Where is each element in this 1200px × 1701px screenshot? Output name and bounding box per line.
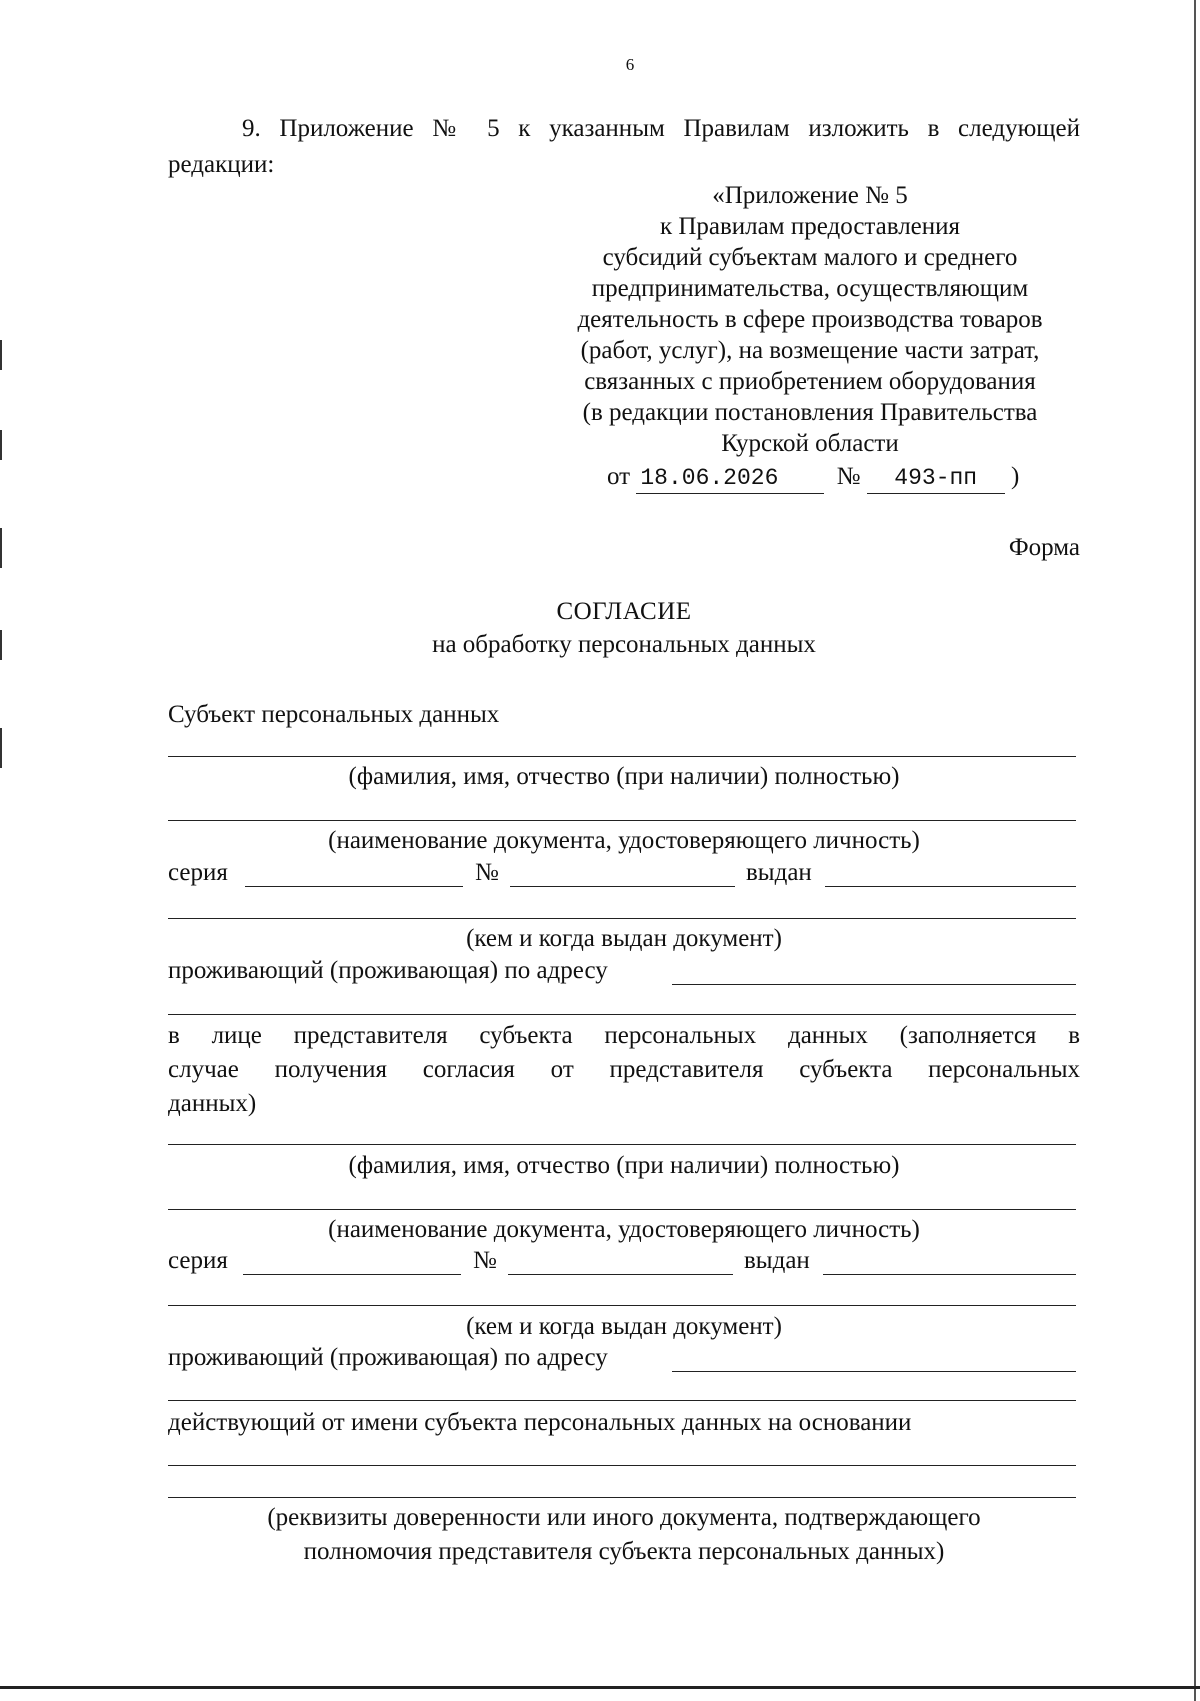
basis-field-line-2 bbox=[168, 1497, 1076, 1498]
rep-issued-by-field-line bbox=[168, 1305, 1076, 1306]
document-field-line bbox=[168, 820, 1076, 821]
annex-line: (работ, услуг), на возмещение части затрат, bbox=[580, 337, 1040, 364]
series-label: серия bbox=[168, 859, 228, 886]
number-field-line bbox=[510, 886, 735, 887]
annex-line: предпринимательства, осуществляющим bbox=[591, 275, 1029, 302]
scan-edge-mark bbox=[0, 340, 2, 370]
close-paren: ) bbox=[1010, 463, 1020, 490]
document-title: СОГЛАСИЕ bbox=[556, 598, 692, 625]
address-field-line-2 bbox=[168, 1014, 1076, 1015]
rep-issued-caption: (кем и когда выдан документ) bbox=[466, 1313, 782, 1340]
representative-line-1: в лице представителя субъекта персональных данных (заполняется в bbox=[168, 1022, 1080, 1049]
rep-address-field-line-2 bbox=[168, 1400, 1076, 1401]
basis-field-line-1 bbox=[168, 1465, 1076, 1466]
annex-line: «Приложение № 5 bbox=[712, 182, 908, 209]
rep-fio-caption: (фамилия, имя, отчество (при наличии) полностью) bbox=[348, 1152, 900, 1179]
rep-issued-label: выдан bbox=[744, 1247, 810, 1274]
number-label: № bbox=[475, 859, 499, 886]
rep-fio-field-line bbox=[168, 1144, 1076, 1145]
address-field-line bbox=[672, 984, 1076, 985]
fio-field-line bbox=[168, 756, 1076, 757]
annex-line: субсидий субъектам малого и среднего bbox=[602, 244, 1018, 271]
rep-series-field-line bbox=[243, 1274, 461, 1275]
issued-caption: (кем и когда выдан документ) bbox=[466, 925, 782, 952]
issued-by-field-line bbox=[168, 918, 1076, 919]
annex-line: деятельность в сфере производства товаров bbox=[577, 306, 1043, 333]
page-number: 6 bbox=[625, 55, 635, 74]
annex-date: 18.06.2026 bbox=[636, 464, 824, 494]
subject-label: Субъект персональных данных bbox=[168, 701, 500, 728]
scan-edge-mark bbox=[0, 528, 2, 568]
series-field-line bbox=[245, 886, 463, 887]
scan-edge-mark bbox=[0, 728, 2, 768]
annex-line: (в редакции постановления Правительства bbox=[582, 399, 1038, 426]
scan-right-edge bbox=[1194, 0, 1196, 1701]
intro-line-2: редакции: bbox=[168, 151, 275, 178]
rep-series-label: серия bbox=[168, 1247, 228, 1274]
rep-number-label: № bbox=[473, 1247, 497, 1274]
form-label: Форма bbox=[1008, 534, 1080, 561]
annex-number: 493-пп bbox=[867, 464, 1005, 494]
document-subtitle: на обработку персональных данных bbox=[432, 631, 816, 658]
rep-address-field-line bbox=[672, 1371, 1076, 1372]
annex-line: Курской области bbox=[721, 430, 899, 457]
annex-date-line bbox=[607, 462, 1019, 494]
scan-bottom-edge bbox=[0, 1686, 1200, 1689]
fio-caption: (фамилия, имя, отчество (при наличии) полностью) bbox=[348, 763, 900, 790]
number-sign: № bbox=[836, 463, 861, 490]
representative-line-2: случае получения согласия от представителя субъекта персональных bbox=[168, 1056, 1080, 1083]
date-prefix: от bbox=[607, 463, 631, 490]
issued-label: выдан bbox=[746, 859, 812, 886]
rep-issued-field-line bbox=[823, 1274, 1076, 1275]
annex-line: к Правилам предоставления bbox=[659, 213, 961, 240]
power-caption-line-2: полномочия представителя субъекта персональных данных) bbox=[303, 1538, 945, 1565]
intro-line-1: 9. Приложение № 5 к указанным Правилам изложить в следующей bbox=[242, 115, 1080, 142]
scan-edge-mark bbox=[0, 630, 2, 660]
annex-line: связанных с приобретением оборудования bbox=[584, 368, 1036, 395]
acting-basis-text: действующий от имени субъекта персональных данных на основании bbox=[168, 1409, 912, 1436]
power-caption-line-1: (реквизиты доверенности или иного документа, подтверждающего bbox=[267, 1504, 981, 1531]
rep-document-field-line bbox=[168, 1209, 1076, 1210]
address-label: проживающий (проживающая) по адресу bbox=[168, 957, 608, 984]
rep-address-label: проживающий (проживающая) по адресу bbox=[168, 1344, 608, 1371]
rep-number-field-line bbox=[508, 1274, 733, 1275]
scan-edge-mark bbox=[0, 430, 2, 460]
document-caption: (наименование документа, удостоверяющего личность) bbox=[328, 827, 920, 854]
issued-field-line bbox=[825, 886, 1076, 887]
representative-line-3: данных) bbox=[168, 1090, 257, 1117]
rep-document-caption: (наименование документа, удостоверяющего личность) bbox=[328, 1216, 920, 1243]
